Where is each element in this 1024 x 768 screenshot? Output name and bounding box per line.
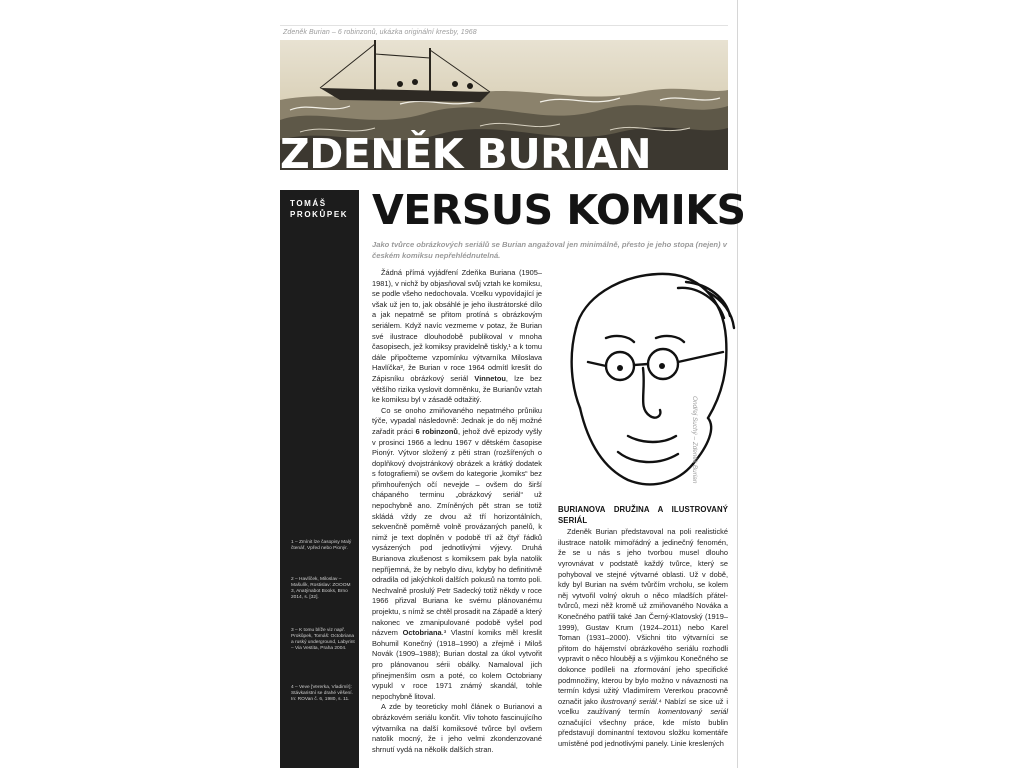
footnote: 3 – K tomu blíže viz např. Prokůpek, Tomáš: Octobriana a ruský underground, Labyrint – Via Vestita, Praha 2004.	[291, 628, 355, 651]
paragraph: Žádná přímá vyjádření Zdeňka Buriana (1905–1981), v nichž by objasňoval svůj vztah ke komiksu, se podle všeho nedochovala. Vcelku vypovídající je však už jen to, jak obsáhlé je jeho ilustrátorské dílo a jak nepatrně se přitom protíná s obrázkovým seriálem. Když navíc vezmeme v potaz, že Burian své ilustrace dlouhodobě publikoval v mnoha časopisech, jež komiksy pravidelně tiskly,¹ a k tomu dále připočteme vzpomínku výtvarníka Miloslava Havlíčka², že Burian v roce 1964 odmítl kreslit do Zápisníku obrázkový seriál Vinnetou, lze bez většího rizika vyslovit domněnku, že Burianův vztah ke komiksu byl v zásadě odtažitý.	[372, 268, 543, 405]
paragraph: A zde by teoreticky mohl článek o Burianovi a obrázkovém seriálu končit. Vliv tohoto fascinujícího výtvarníka na další komiksové tvůrce byl ovšem natolik mocný, že i jeho velmi zkondenzované shrnutí vydá na několik dalších stran.	[372, 702, 542, 754]
image-caption: Zdeněk Burian – 6 robinzonů, ukázka originální kresby, 1968	[283, 29, 477, 36]
portrait-credit: Ondřej Suchý – Zdeněk Burian	[691, 396, 698, 484]
body-column-1	[372, 268, 543, 754]
author-last-name: PROKŮPEK	[290, 210, 349, 219]
page-edge-rule	[737, 0, 738, 768]
paragraph: Zdeněk Burian představoval na poli realistické ilustrace natolik mimořádný a jedinečný fenomén, že se u nás s jeho tvorbou musel dlouho vyrovnávat v podstatě každý tvůrce, který se pohyboval ve stejné výtvarné oblasti. Už v době, kdy byl Burian na svém tvůrčím vrcholu, se kolem něj vytvořil volný okruh o něco mladších přátel-tvůrců, mezi něž kromě už zmiňovaného Nováka a Konečného patřili také Jan Černý-Klatovský (1919–1999), Gustav Krum (1924–2011) nebo Karel Toman (1931–2000). Všichni tito výtvarníci se přitom do hájemství obrázkového seriálu rozhodli vypravit o něco hlouběji a s výjimkou Konečného se dokonce podíleli na zformování jeho specifické podmnožiny, kterou by bylo možno v návaznosti na termín kdysi užitý Vladimírem Vererkou pracovně označit jako ilustrovaný seriál.⁴ Nabízí se sice už i vcelku zaužívaný termín komentovaný seriál označující všechny práce, kde místo bublin představují dominantní textovou složku komentáře umístěné pod jednotlivými panely. Linie kreslených	[558, 527, 728, 749]
author-sidebar	[280, 190, 359, 768]
footnote: 1 – Zmínit lze časopisy Malý čtenář, Vpřed nebo Pionýr.	[291, 540, 352, 551]
author-name	[290, 198, 348, 220]
footnote: 4 – Veve [Vererka, Vladimír]: Stávkaristní se drahé věšení. In: ROVan č. 6, 1980, s. 11.	[291, 685, 353, 702]
author-first-name: TOMÁŠ	[290, 199, 327, 208]
body-column-2	[558, 505, 728, 749]
lead-paragraph: Jako tvůrce obrázkových seriálů se Burian angažoval jen minimálně, přesto je jeho stopa (nejen) v českém komiksu nepřehlédnutelná.	[372, 240, 727, 260]
headline-line-1-text: ZDENĚK BURIAN	[280, 130, 652, 178]
footnote: 2 – Havlíček, Miloslav – Mašulík, Rostislav: ZOOOM 3, Anatýnabot Books, Brno 2014, s. [32].	[291, 577, 351, 600]
header-rule	[280, 25, 728, 26]
caricature-drawing	[558, 268, 736, 498]
headline-line-1	[280, 130, 652, 178]
headline-line-2: VERSUS KOMIKS	[372, 186, 746, 234]
section-heading: BURIANOVA DRUŽINA A ILUSTROVANÝ SERIÁL	[558, 505, 728, 525]
burian-caricature	[558, 268, 736, 498]
paragraph: Co se onoho zmiňovaného nepatrného průniku týče, vypadal následovně: Jednak je do něj možné zařadit práci 6 robinzonů, jehož dvě epizody vyšly v prosinci 1966 a lednu 1967 v dětském časopise Pionýr. Výtvor složený z pěti stran (rozšířených o doplňkový dvojstránkový obrázek a krátký dodatek s fotografiemi) se ovšem do kategorie „komiks“ bez přimhouřených očí nevejde – ovšem do širší chápaného terminu „obrázkový seriál“ už nepochybně ano. Zmíněných pět stran se totiž skládá vždy ze dvou až tří horizontálních, sekvenčně poměrně volně provázaných panelů, k nimž je text doplněn v podobě tří až čtyř řádků vysázených pod jednotlivými výjevy. Druhá Burianova zkušenost s komiksem pak byla natolik nepříjemná, že by nebylo divu, kdyby ho definitivně odradila od jakýchkoli dalších pokusů na tomto poli. Nechvalně proslulý Petr Sadecký totiž někdy v roce 1966 přizval Buriana ke svému plánovanému projektu, s nímž se chtěl prosadit na Západě a který nakonec ve zmanipulované podobě vyšel pod názvem Octobriana.³ Vlastní komiks měl kreslit Bohumil Konečný (1918–1990) a zřejmě i Miloš Novák (1909–1988); Burian dostal za úkol vytvořit pro plánovanou sérii obálky. Namaloval jich přinejmenším osm a poté, co kolem Octobriany vypukl v roce 1971 známý skandál, tohle nepochybně litoval.	[372, 405, 542, 701]
